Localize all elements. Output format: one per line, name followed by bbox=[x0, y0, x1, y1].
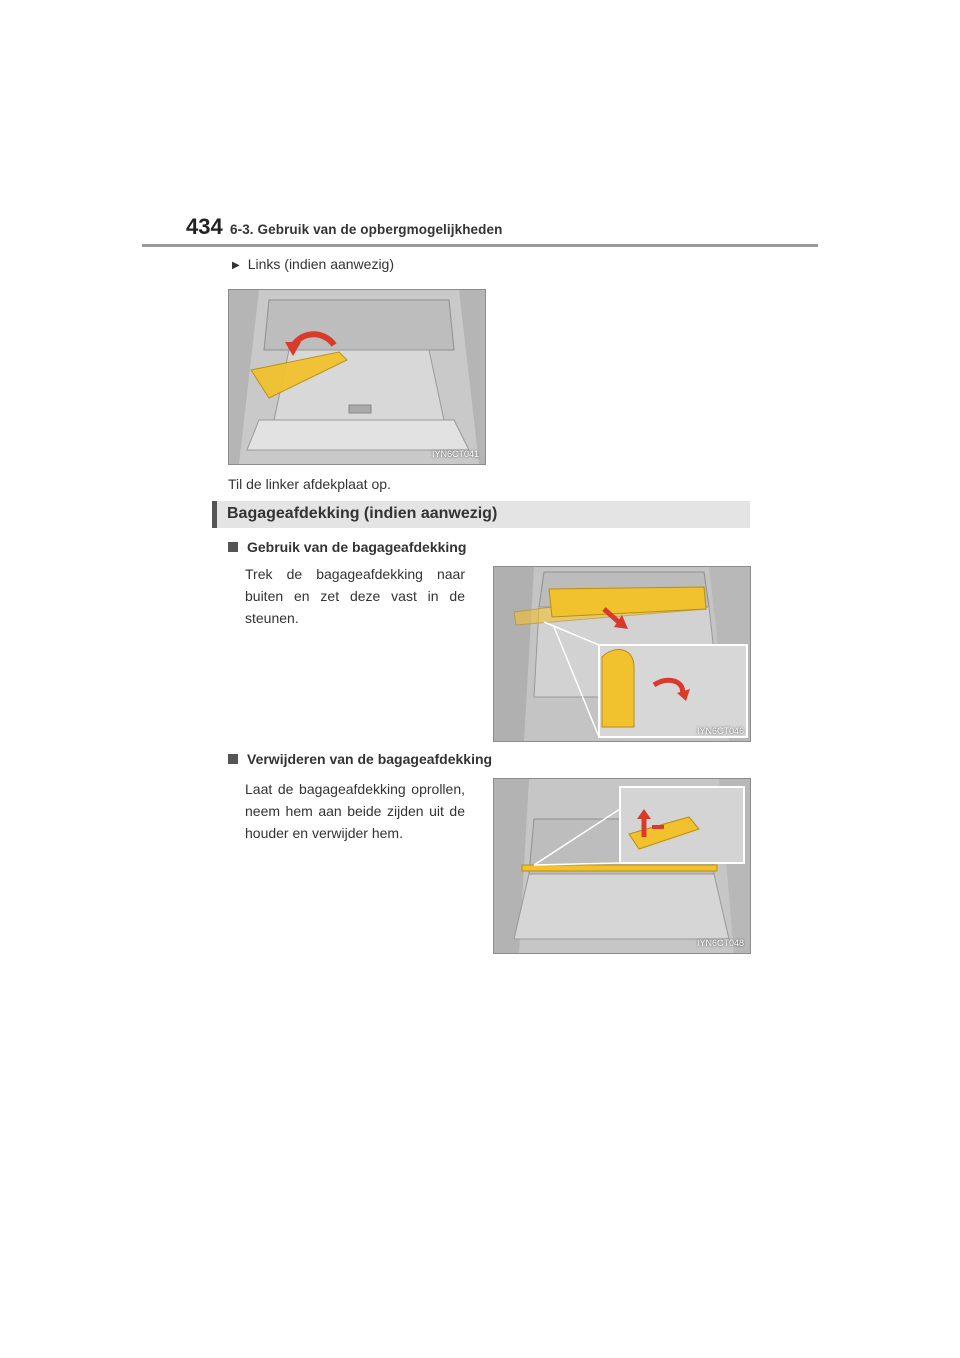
square-bullet-icon bbox=[228, 542, 238, 552]
figure-code: IYN6CT046 bbox=[696, 726, 744, 736]
use-cover-text: Trek de bagageafdekking naar buiten en zet deze vast in de steunen. bbox=[245, 566, 465, 626]
section-title: 6-3. Gebruik van de opbergmogelijkheden bbox=[230, 222, 503, 237]
page-number: 434 bbox=[186, 214, 223, 239]
bullet-left-cover bbox=[232, 256, 394, 272]
figure-left-cover bbox=[228, 289, 486, 465]
figure-code: IYN6CT048 bbox=[696, 938, 744, 948]
banner-title: Bagageafdekking (indien aanwezig) bbox=[227, 505, 498, 522]
subhead-text: Gebruik van de bagageafdekking bbox=[247, 539, 467, 555]
square-bullet-icon bbox=[228, 754, 238, 764]
left-cover-caption: Til de linker afdekplaat op. bbox=[228, 476, 391, 492]
section-banner bbox=[212, 501, 750, 528]
trunk-illustration-1 bbox=[229, 290, 485, 464]
subhead-text: Verwijderen van de bagageafdekking bbox=[247, 751, 493, 767]
triangle-bullet-icon: ▶ bbox=[232, 260, 240, 271]
trunk-illustration-2 bbox=[494, 567, 750, 741]
header-rule bbox=[142, 244, 818, 247]
figure-use-cover bbox=[493, 566, 751, 742]
figure-code: IYN6CT041 bbox=[431, 449, 479, 459]
subhead-remove-cover bbox=[228, 751, 492, 767]
figure-remove-cover bbox=[493, 778, 751, 954]
trunk-illustration-3 bbox=[494, 779, 750, 953]
subhead-use-cover bbox=[228, 539, 466, 555]
remove-cover-text: Laat de bagageafdekking oprollen, neem hem aan beide zijden uit de houder en verwijder hem. bbox=[245, 781, 465, 841]
bullet-text: Links (indien aanwezig) bbox=[247, 256, 395, 272]
